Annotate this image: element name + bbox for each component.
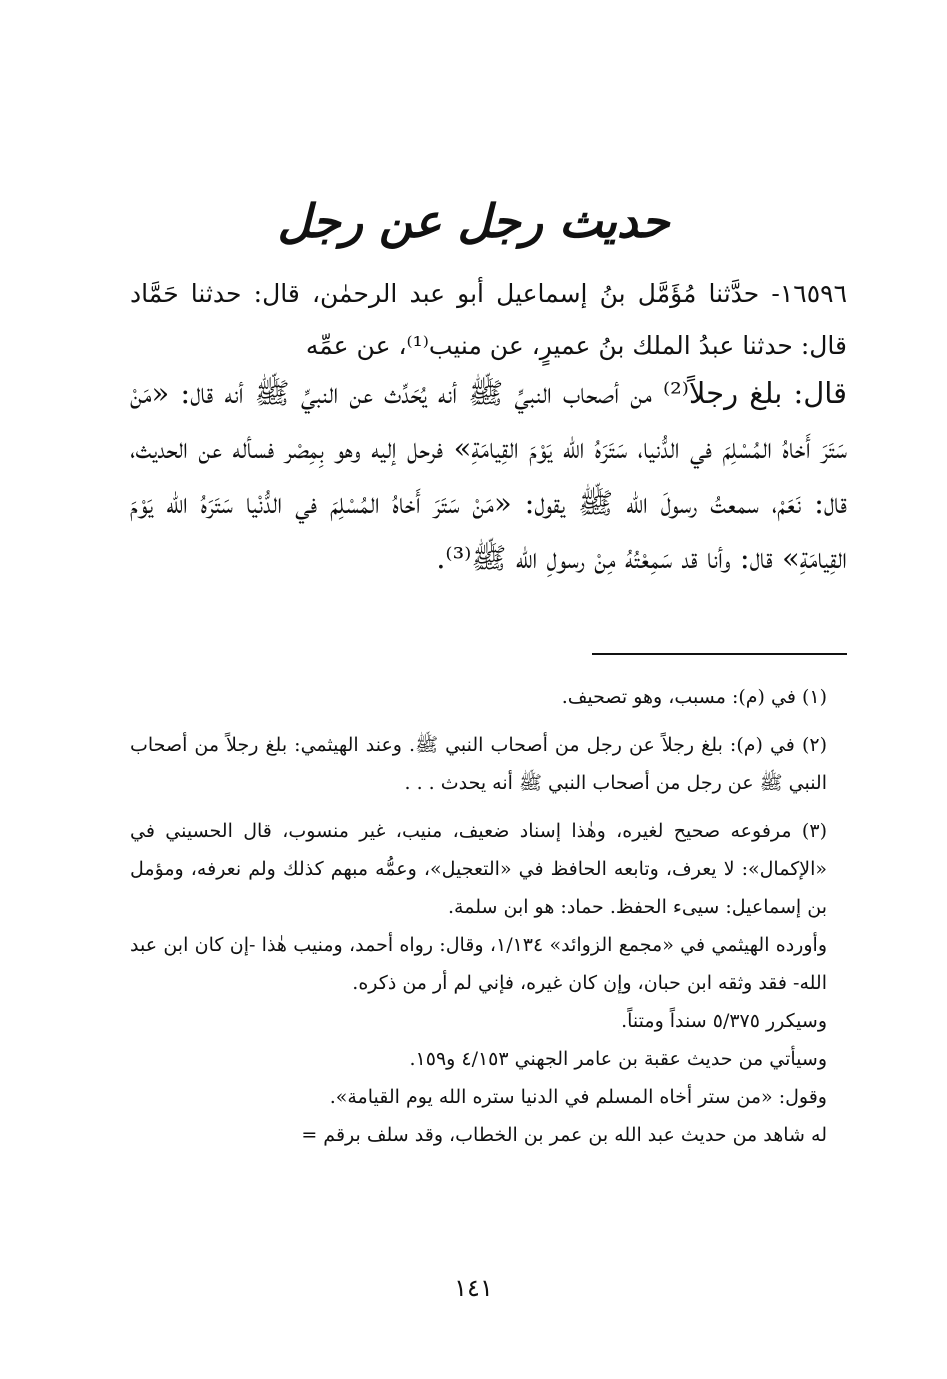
footnote-3-haythami: وأورده الهيثمي في «مجمع الزوائد» ١/١٣٤، وقال: رواه أحمد، ومنيب هٰذا -إن كان ابن عبد الله- فقد وثقه ابن حبان، وإن كان غيره، فإني لم أر من ذكره. bbox=[130, 934, 827, 994]
footnote-3-shahid: له شاهد من حديث عبد الله بن عمر بن الخطاب، وقد سلف برقم = bbox=[301, 1124, 827, 1146]
footnote-2: (٢) في (م): بلغ رجلاً عن رجل من أصحاب النبي ﷺ. وعند الهيثمي: بلغ رجلاً من أصحاب النبي ﷺ عن رجل من أصحاب النبي ﷺ أنه يحدث . . . bbox=[130, 734, 827, 794]
footnote-3-uqba: وسيأتي من حديث عقبة بن عامر الجهني ٤/١٥٣ و١٥٩. bbox=[409, 1048, 827, 1070]
chapter-title: حديث رجل عن رجل bbox=[277, 194, 670, 248]
footnotes bbox=[130, 678, 847, 1154]
hadith-matn: قال: بلغ رجلاً⁽²⁾ من أصحاب النبيِّ ﷺ أنه يُحَدِّث عن النبيِّ ﷺ أنه قال: «مَنْ سَتَرَ أَخاهُ المُسْلِمَ في الدُّنيا، سَتَرَهُ الله يَوْمَ القِيامَةِ» فرحل إليه وهو بِمِصْر فسأله عن الحديث، قال: نَعَمْ، سمعتُ رسولَ الله ﷺ يقول: «مَنْ سَتَرَ أَخاهُ المُسْلِمَ في الدُّنْيا سَتَرَهُ الله يَوْمَ القِيامَةِ» قال: وأنا قد سَمِعْتُهُ مِنْ رسولِ الله ﷺ⁽³⁾. bbox=[130, 376, 848, 575]
footnote-3-quote: وقول: «من ستر أخاه المسلم في الدنيا ستره الله يوم القيامة». bbox=[329, 1086, 827, 1108]
hadith-isnad: ١٦٥٩٦- حدَّثنا مُؤَمَّل بنُ إسماعيل أبو عبد الرحمٰن، قال: حدثنا حَمَّاد قال: حدثنا عبدُ الملك بنُ عميرٍ، عن منيب⁽¹⁾، عن عمِّه bbox=[130, 279, 847, 360]
footnote-3-repeat: وسيكرر ٥/٣٧٥ سنداً ومتناً. bbox=[621, 1010, 827, 1032]
footnote-1: (١) في (م): مسبب، وهو تصحيف. bbox=[561, 686, 827, 708]
footnote-separator bbox=[592, 653, 847, 655]
footnote-3: (٣) مرفوعه صحيح لغيره، وهٰذا إسناد ضعيف، منيب، غير منسوب، قال الحسيني في «الإكمال»: لا يعرف، وتابعه الحافظ في «التعجيل»، وعمُّه مبهم كذلك ولم نعرفه، ومؤمل بن إسماعيل: سيىء الحفظ. حماد: هو ابن سلمة. bbox=[130, 820, 827, 918]
page-number: ١٤١ bbox=[454, 1274, 493, 1302]
